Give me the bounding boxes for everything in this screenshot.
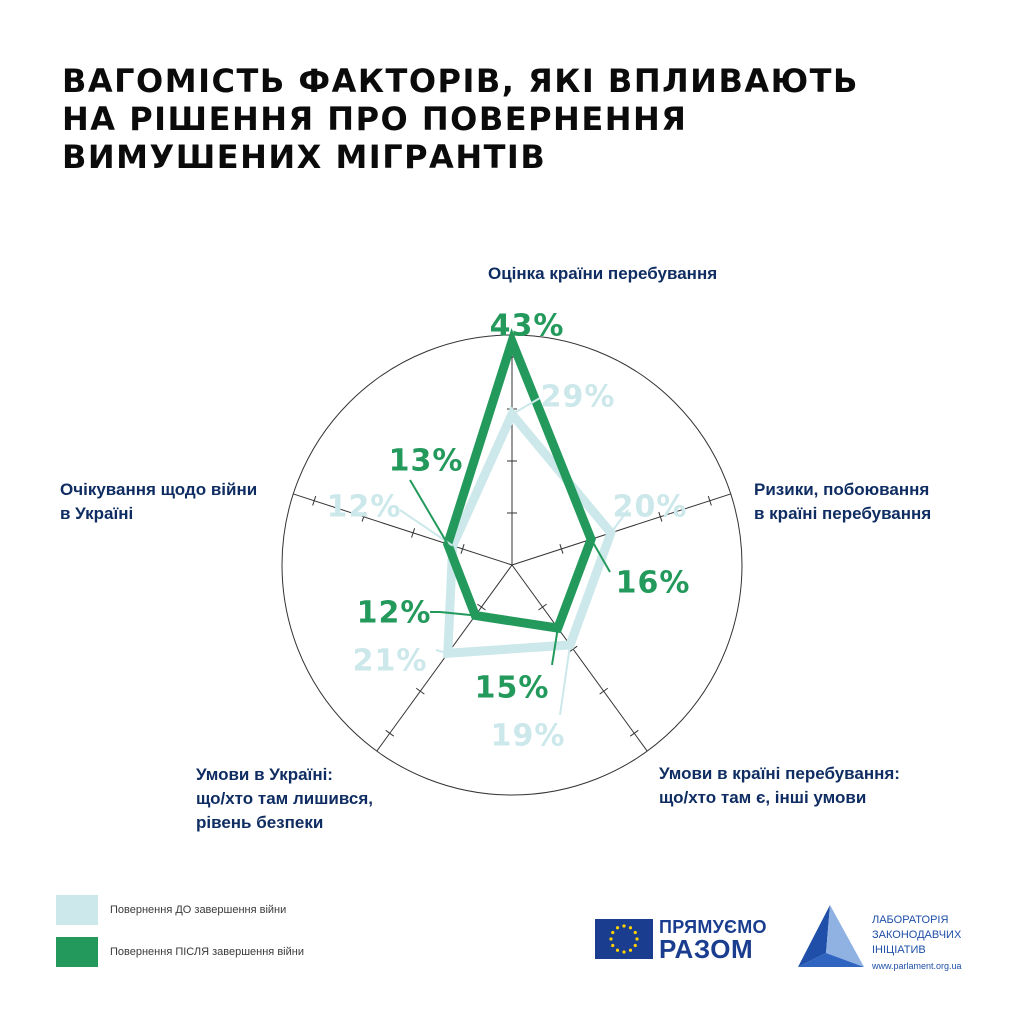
eu-flag-icon: [595, 919, 653, 959]
axis-label-line: Ризики, побоювання: [754, 480, 930, 499]
axis-label-ukraine-conditions: [196, 763, 373, 835]
eu-logo: [595, 917, 767, 964]
value-label-after: 13%: [388, 443, 464, 479]
eu-star-icon: [634, 931, 637, 934]
radar-tick: [600, 688, 608, 694]
radar-tick: [386, 730, 394, 736]
value-label-before: 29%: [540, 379, 616, 415]
title-line-2: НА РІШЕННЯ ПРО ПОВЕРНЕННЯ: [62, 100, 688, 138]
before-value-connector: [560, 645, 570, 715]
eu-star-icon: [611, 944, 614, 947]
axis-label-host-country-assessment: [488, 262, 717, 286]
eu-logo-text: [659, 917, 767, 964]
axis-label-line: що/хто там лишився,: [196, 789, 373, 808]
radar-tick: [630, 730, 638, 736]
eu-star-icon: [629, 926, 632, 929]
lab-logo-line-1: ЛАБОРАТОРІЯ: [872, 914, 949, 926]
lab-triangle-icon: [796, 903, 866, 971]
legend-swatch-after: [56, 937, 98, 967]
lab-logo-line-2: ЗАКОНОДАВЧИХ: [872, 929, 962, 941]
eu-star-icon: [635, 937, 638, 940]
after-value-connector: [410, 480, 448, 544]
axis-label-host-country-conditions: [659, 762, 900, 810]
legend-swatch-before: [56, 895, 98, 925]
legend-label-after: Повернення ПІСЛЯ завершення війни: [110, 946, 304, 958]
lab-logo-url: www.parlament.org.ua: [872, 961, 962, 971]
eu-logo-line-1: ПРЯМУЄМО: [659, 917, 767, 937]
eu-logo-line-2: РАЗОМ: [659, 934, 754, 964]
axis-label-line: Оцінка країни перебування: [488, 264, 718, 283]
axis-label-line: в країні перебування: [754, 504, 932, 523]
eu-star-icon: [634, 944, 637, 947]
lab-logo-text: [872, 913, 961, 958]
lab-logo-line-3: ІНІЦІАТИВ: [872, 944, 926, 956]
eu-star-icon: [622, 950, 625, 953]
value-label-before: 20%: [612, 489, 688, 525]
axis-label-line: що/хто там є, інші умови: [659, 788, 867, 807]
title-line-1: ВАГОМІСТЬ ФАКТОРІВ, ЯКІ ВПЛИВАЮТЬ: [62, 62, 859, 100]
eu-star-icon: [616, 926, 619, 929]
eu-star-icon: [622, 924, 625, 927]
value-label-before: 21%: [352, 643, 428, 679]
radar-tick: [539, 604, 547, 610]
legend-label-before: Повернення ДО завершення війни: [110, 904, 287, 916]
radar-tick: [477, 604, 485, 610]
eu-star-icon: [609, 937, 612, 940]
value-label-after: 43%: [489, 308, 565, 344]
axis-label-line: Умови в країні перебування:: [659, 764, 900, 783]
radar-tick: [416, 688, 424, 694]
axis-label-line: Очікування щодо війни: [60, 480, 258, 499]
axis-label-host-country-risks: [754, 478, 931, 526]
eu-star-icon: [616, 949, 619, 952]
eu-star-icon: [629, 949, 632, 952]
value-label-after: 16%: [615, 565, 691, 601]
lab-logo: [796, 903, 976, 978]
value-label-after: 15%: [474, 670, 550, 706]
value-label-before: 12%: [326, 489, 402, 525]
axis-label-line: рівень безпеки: [196, 813, 324, 832]
legend-item-after: [56, 937, 304, 967]
title-line-3: ВИМУШЕНИХ МІГРАНТІВ: [62, 138, 547, 176]
axis-label-war-expectations: [60, 478, 257, 526]
value-label-after: 12%: [356, 595, 432, 631]
eu-star-icon: [611, 931, 614, 934]
axis-label-line: в Україні: [60, 504, 134, 523]
value-label-before: 19%: [490, 718, 566, 754]
axis-label-line: Умови в Україні:: [196, 765, 333, 784]
legend: [56, 895, 304, 979]
legend-item-before: [56, 895, 304, 925]
